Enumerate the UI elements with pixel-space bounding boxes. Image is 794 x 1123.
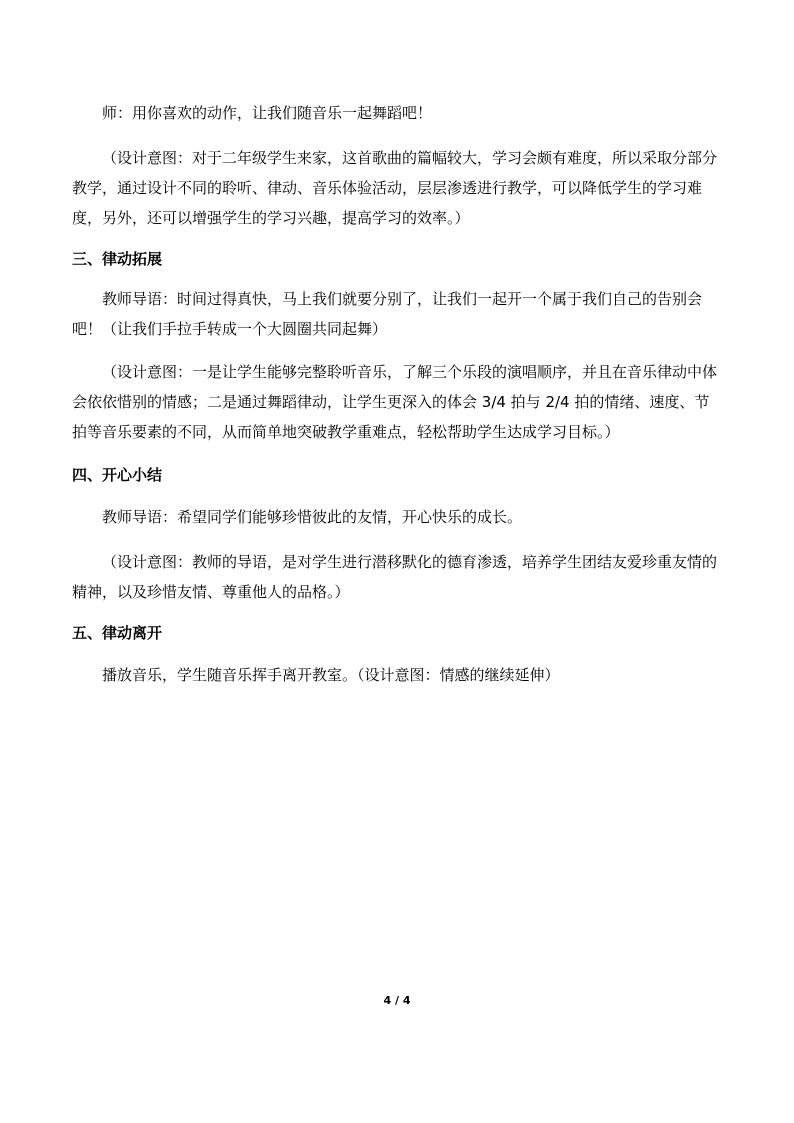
teacher-guide-paragraph-1: 教师导语：时间过得真快，马上我们就要分别了，让我们一起开一个属于我们自己的告别会吧！（让我们手拉手转成一个大圆圈共同起舞） — [72, 290, 703, 338]
teacher-line: 师：用你喜欢的动作，让我们随音乐一起舞蹈吧！ — [102, 104, 433, 122]
teacher-guide-paragraph-2: 教师导语：希望同学们能够珍惜彼此的友情，开心快乐的成长。 — [102, 508, 523, 526]
page-number: 4 / 4 — [383, 994, 411, 1007]
section-heading-4: 四、开心小结 — [72, 466, 163, 484]
design-intent-paragraph-3: （设计意图：教师的导语，是对学生进行潜移默化的德育渗透，培养学生团结友爱珍重友情的精神，以及珍惜友情、尊重他人的品格。） — [72, 553, 718, 601]
design-intent-paragraph-1: （设计意图：对于二年级学生来家，这首歌曲的篇幅较大，学习会颇有难度，所以采取分部分教学，通过设计不同的聆听、律动、音乐体验活动，层层渗透进行教学，可以降低学生的学习难度，另外，还可以增强学生的学习兴趣，提高学习的效率。） — [72, 149, 718, 227]
closing-paragraph: 播放音乐，学生随音乐挥手离开教室。（设计意图：情感的继续延伸） — [102, 666, 560, 684]
section-heading-5: 五、律动离开 — [72, 624, 163, 642]
section-heading-3: 三、律动拓展 — [72, 250, 163, 268]
design-intent-paragraph-2: （设计意图：一是让学生能够完整聆听音乐，了解三个乐段的演唱顺序，并且在音乐律动中体会依依惜别的情感；二是通过舞蹈律动，让学生更深入的体会 3/4 拍与 2/4 拍的情绪、速度、节拍等音乐要素的不同，从而简单地突破教学重难点，轻松帮助学生达成学习目标。） — [72, 363, 718, 441]
